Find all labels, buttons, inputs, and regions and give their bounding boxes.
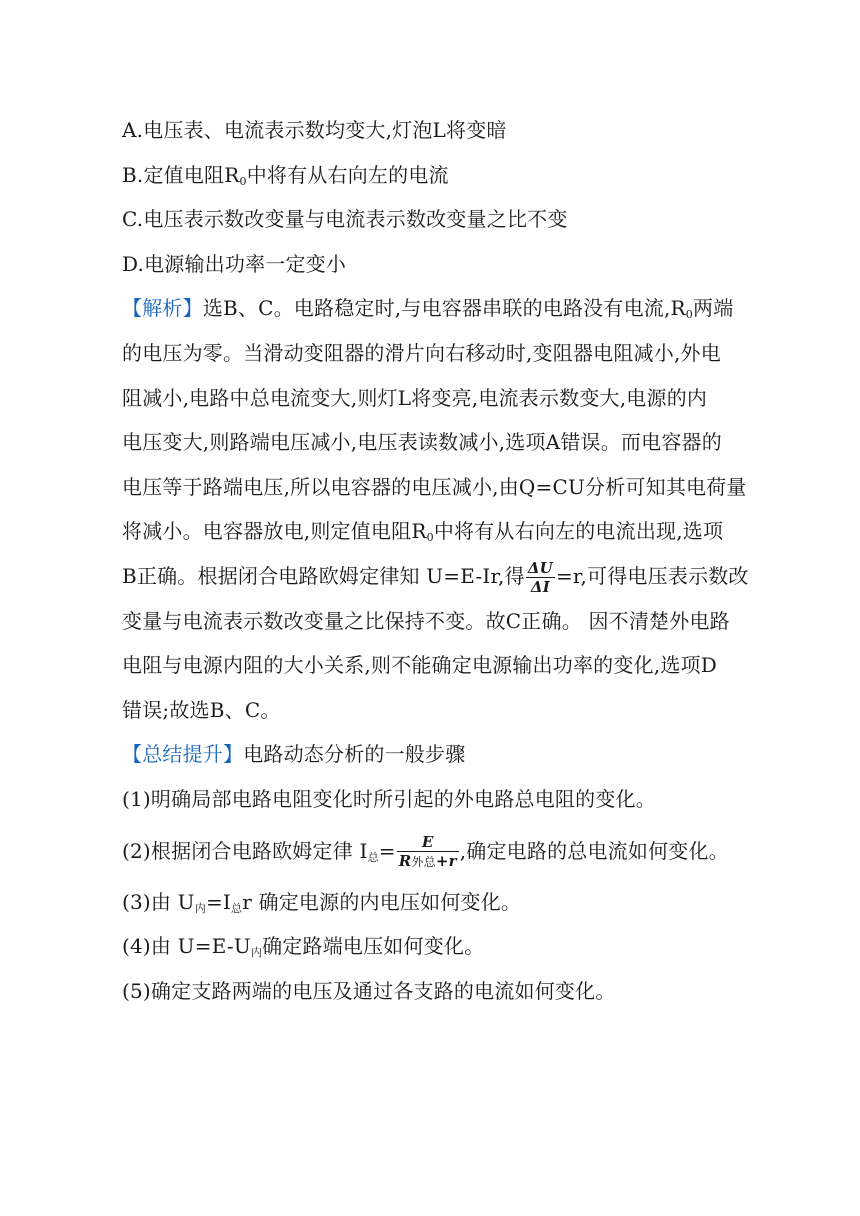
analysis-line-10: 错误;故选B、C。 [122, 697, 281, 722]
analysis-line-5: 电压等于路端电压,所以电容器的电压减小,由Q=CU分析可知其电荷量 [122, 474, 747, 499]
option-d: D.电源输出功率一定变小 [122, 251, 347, 276]
summary-heading: 【总结提升】电路动态分析的一般步骤 [122, 742, 466, 767]
analysis-line-3: 阻减小,电路中总电流变大,则灯L将变亮,电流表示数变大,电源的内 [122, 385, 708, 410]
option-c: C.电压表示数改变量与电流表示数改变量之比不变 [122, 207, 568, 232]
ohm-law-fraction: $\frac{E}{\text{R外总+r}}$ [398, 832, 457, 871]
analysis-line-9: 电阻与电源内阻的大小关系,则不能确定电源输出功率的变化,选项D [122, 653, 717, 678]
option-b: B.定值电阻$R_0$中将有从右向左的电流 [122, 162, 449, 188]
analysis-tag: 【解析】 [122, 296, 203, 321]
analysis-line-7: B正确。根据闭合电路欧姆定律知 U=E-Ir,得 $\frac{\Delta U}{\Delta I}$ =r,可得电压表示数改 [122, 558, 749, 597]
summary-step-5: (5)确定支路两端的电压及通过各支路的电流如何变化。 [122, 978, 616, 1003]
analysis-line-4: 电压变大,则路端电压减小,电压表读数减小,选项A错误。而电容器的 [122, 430, 722, 455]
summary-step-2: (2)根据闭合电路欧姆定律 $I_总=$ $\frac{E}{\text{R外总+r}}$ ,确定电路的总电流如何变化。 [122, 832, 729, 871]
summary-tag: 【总结提升】 [122, 742, 244, 767]
option-a: A.电压表、电流表示数均变大,灯泡L将变暗 [122, 118, 507, 142]
analysis-line-1: 【解析】选B、C。电路稳定时,与电容器串联的电路没有电流$,R_0$两端 [122, 296, 734, 322]
summary-step-1: (1)明确局部电路电阻变化时所引起的外电路总电阻的变化。 [122, 786, 656, 811]
analysis-line-2: 的电压为零。当滑动变阻器的滑片向右移动时,变阻器电阻减小,外电 [122, 340, 721, 365]
analysis-line-8: 变量与电流表示数改变量之比保持不变。故C正确。 因不清楚外电路 [122, 608, 730, 633]
document-page [122, 108, 749, 1013]
summary-step-3: (3)由 $U_内=I_总r$ 确定电源的内电压如何变化。 [122, 889, 522, 915]
analysis-line-6: 将减小。电容器放电,则定值电阻$R_0$中将有从右向左的电流出现,选项 [122, 519, 724, 545]
summary-step-4: (4)由 $U=E-U_内$确定路端电压如何变化。 [122, 934, 485, 960]
delta-u-over-delta-i-fraction: $\frac{\Delta U}{\Delta I}$ [527, 558, 553, 597]
